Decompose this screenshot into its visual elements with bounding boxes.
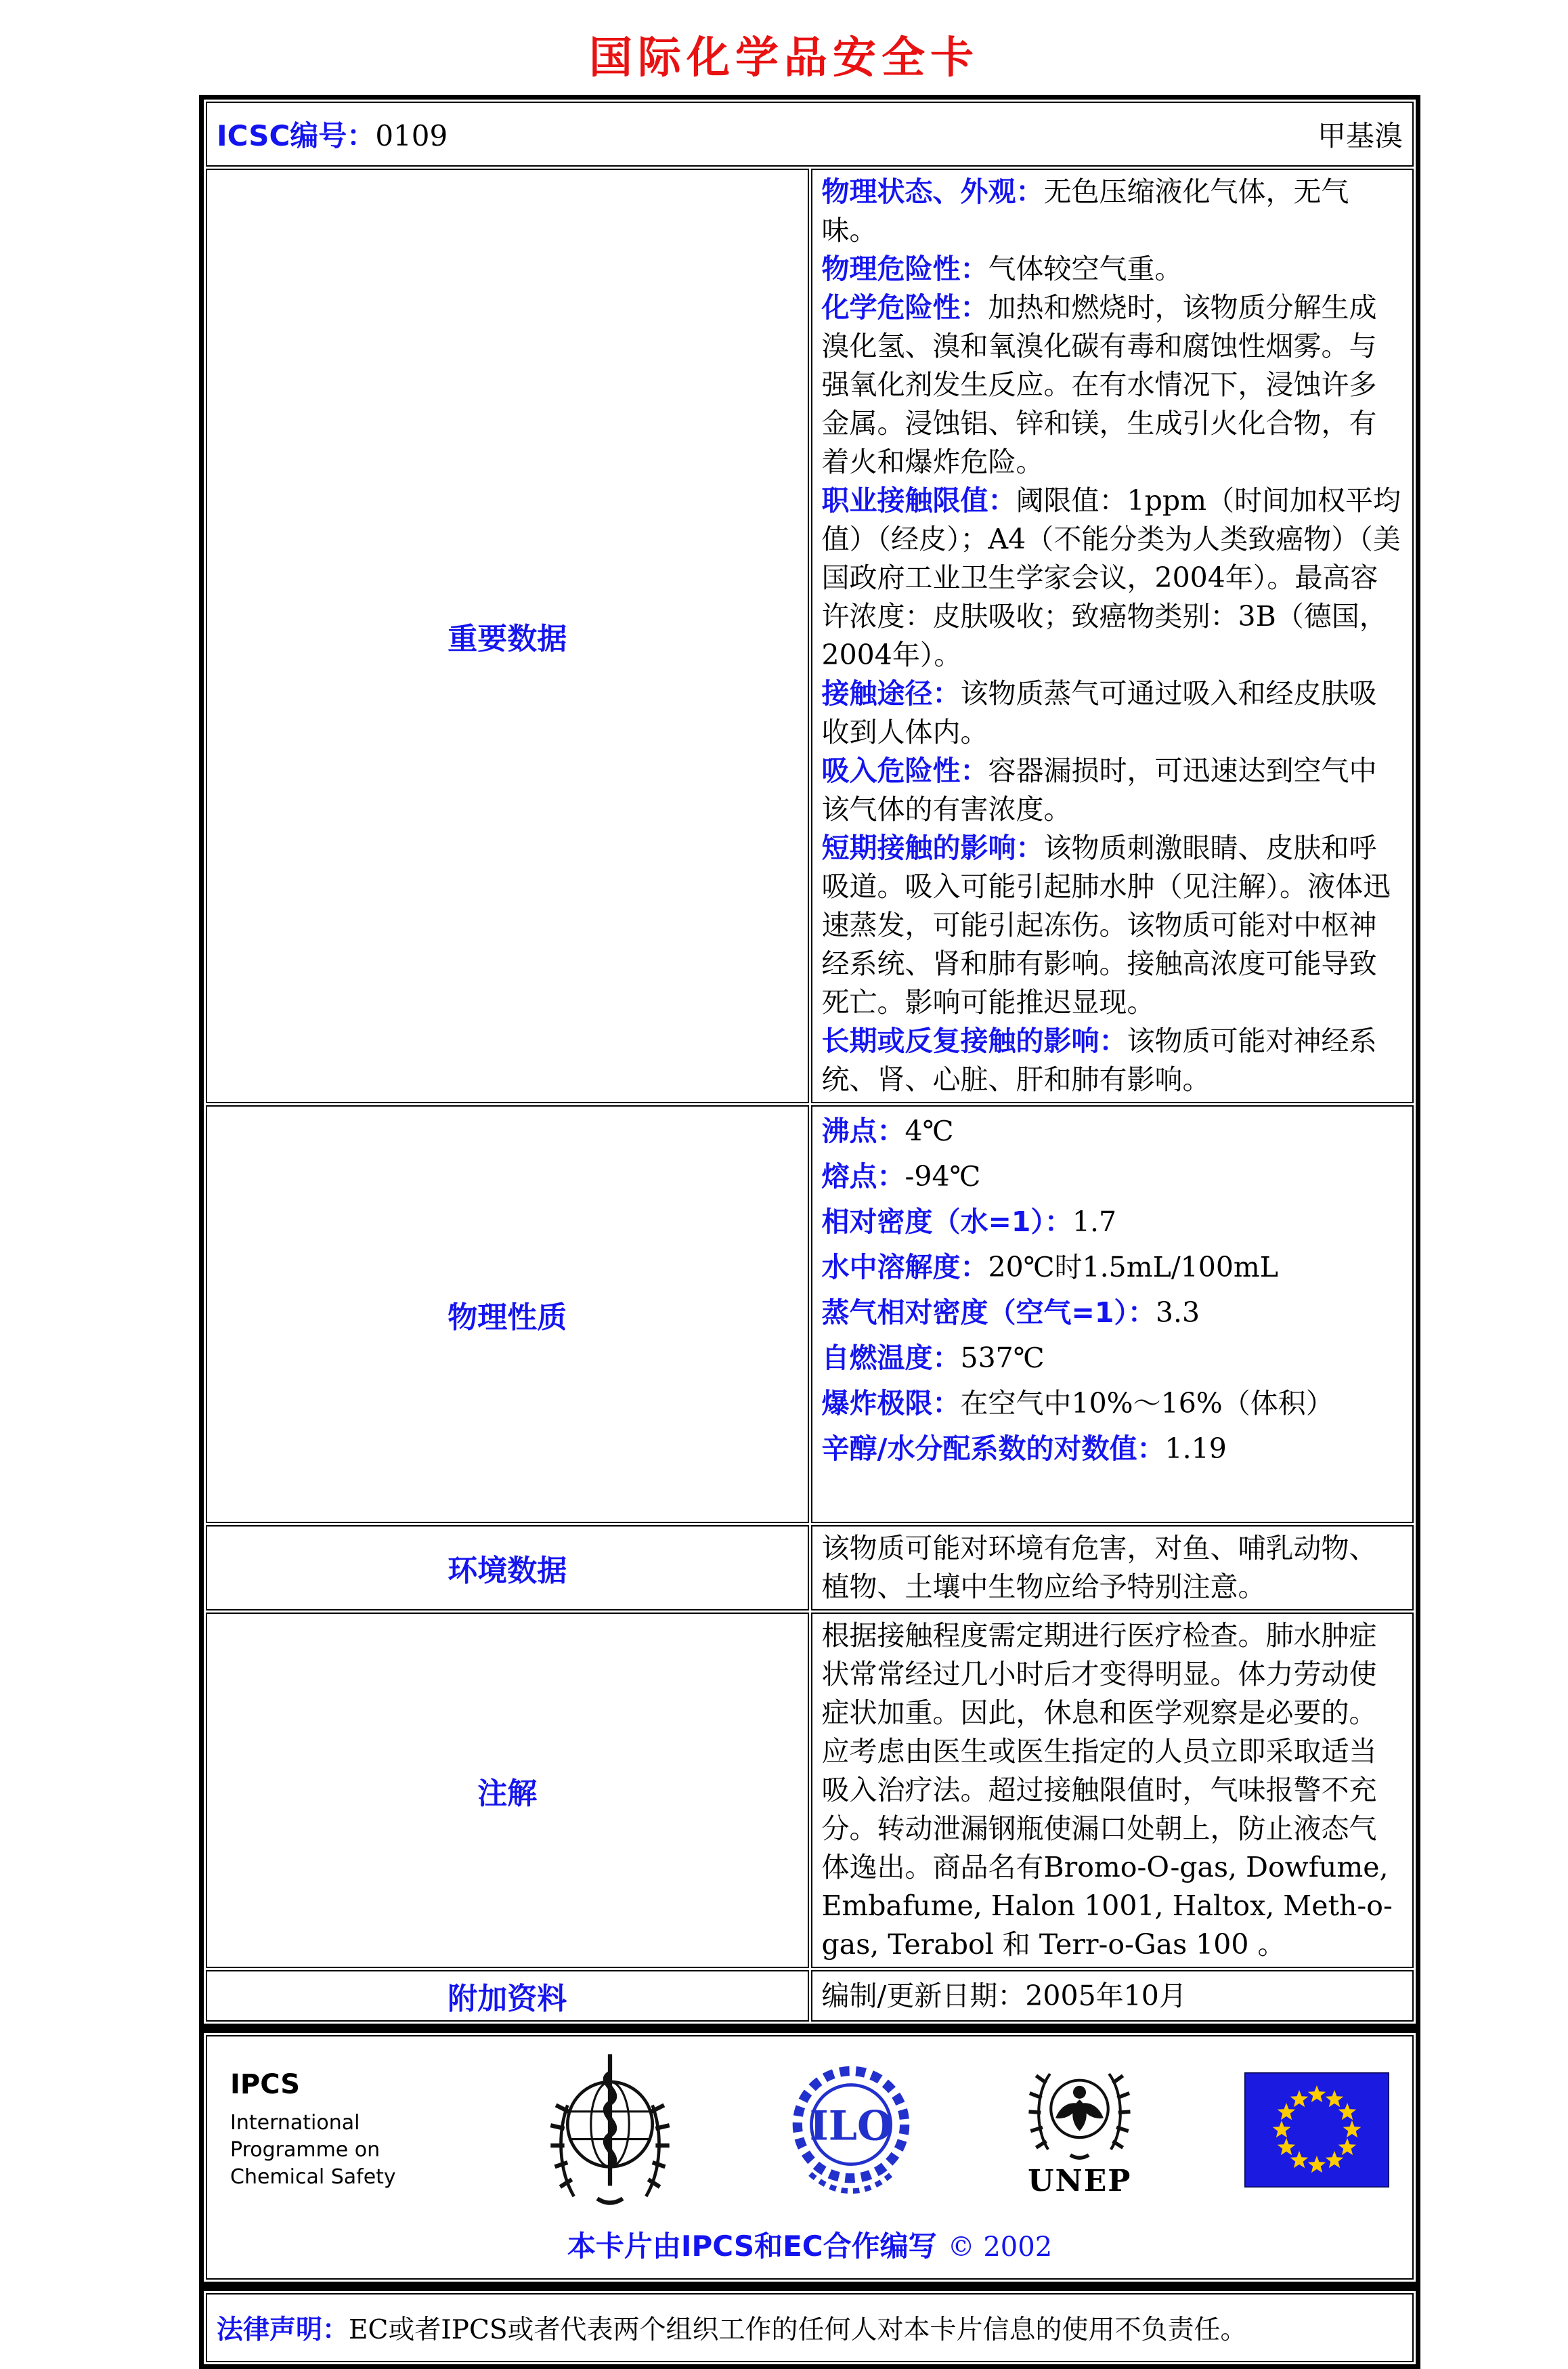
important-data-item: 化学危险性：加热和燃烧时，该物质分解生成溴化氢、溴和氧溴化碳有毒和腐蚀性烟雾。与强氧化剂发生反应。在有水情况下，浸蚀许多金属。浸蚀铝、锌和镁，生成引火化合物，有着火和爆炸危险。: [821, 291, 1377, 478]
section-label-environmental-data: 环境数据: [206, 1525, 809, 1610]
unep-icon: [1024, 2061, 1135, 2162]
who-logo: [542, 2050, 678, 2209]
physical-property-item: 沸点：4℃: [821, 1115, 954, 1147]
important-data-item: 物理危险性：气体较空气重。: [821, 253, 1183, 285]
physical-property-item: 相对密度（水=1）：1.7: [821, 1205, 1117, 1238]
section-content-notes: [811, 1613, 1414, 1968]
eu-flag-icon: [1244, 2072, 1389, 2187]
important-data-item: 短期接触的影响：该物质刺激眼睛、皮肤和呼吸道。吸入可能引起肺水肿（见注解）。液体迅速蒸发，可能引起冻伤。该物质可能对中枢神经系统、肾和肺有影响。接触高浓度可能导致死亡。影响可能推迟显现。: [821, 832, 1391, 1019]
physical-property-item: 辛醇/水分配系数的对数值：1.19: [821, 1432, 1227, 1465]
unep-logo: [1024, 2061, 1135, 2198]
section-content-additional-information: [811, 1970, 1414, 2022]
ipcs-acronym: IPCS: [230, 2068, 301, 2100]
physical-property-item: 蒸气相对密度（空气=1）：3.3: [821, 1296, 1200, 1329]
who-icon: [542, 2050, 678, 2209]
legal-notice-label: 法律声明：: [217, 2315, 349, 2345]
physical-property-item: 熔点：-94℃: [821, 1160, 981, 1193]
section-content-environmental-data: [811, 1525, 1414, 1610]
physical-property-item: 爆炸极限：在空气中10%～16%（体积）: [821, 1387, 1334, 1420]
ilo-logo: [787, 2062, 915, 2198]
legal-notice-box: [199, 2286, 1420, 2369]
ipcs-line: Chemical Safety: [230, 2164, 396, 2189]
section-content-physical-properties: [811, 1105, 1414, 1523]
legal-notice-text: EC或者IPCS或者代表两个组织工作的任何人对本卡片信息的使用不负责任。: [349, 2315, 1247, 2345]
footer-logos-cell: [206, 2035, 1414, 2280]
ipcs-text-block: [230, 2069, 433, 2191]
eu-flag: [1244, 2072, 1389, 2187]
important-data-item: 吸入危险性：容器漏损时，可迅速达到空气中该气体的有害浓度。: [821, 754, 1377, 826]
legal-notice-cell: [206, 2293, 1414, 2362]
environmental-data-text: 该物质可能对环境有危害，对鱼、哺乳动物、植物、土壤中生物应给予特别注意。: [821, 1532, 1377, 1603]
important-data-item: 物理状态、外观：无色压缩液化气体，无气味。: [821, 175, 1349, 247]
page-title: 国际化学品安全卡: [589, 33, 979, 83]
important-data-item: 长期或反复接触的影响：该物质可能对神经系统、肾、心脏、肝和肺有影响。: [821, 1025, 1377, 1096]
physical-property-item: 自燃温度：537℃: [821, 1342, 1045, 1374]
important-data-item: 接触途径：该物质蒸气可通过吸入和经皮肤吸收到人体内。: [821, 677, 1377, 748]
icsc-number-label: ICSC编号：: [217, 119, 376, 152]
footer-logos-box: [199, 2028, 1420, 2286]
attribution-caption-text: 本卡片由IPCS和EC合作编写: [567, 2229, 937, 2263]
unep-wordmark: UNEP: [1028, 2164, 1132, 2198]
attribution-copyright: © 2002: [947, 2232, 1053, 2263]
section-label-additional-information: 附加资料: [206, 1970, 809, 2022]
section-label-physical-properties: 物理性质: [206, 1105, 809, 1523]
section-label-notes: 注解: [206, 1613, 809, 1968]
section-label-important-data: 重要数据: [206, 169, 809, 1103]
ipcs-line: Programme on: [230, 2137, 380, 2162]
icsc-number-value: 0109: [375, 119, 448, 152]
section-content-important-data: [811, 169, 1414, 1103]
icsc-card-table: [199, 95, 1420, 2028]
chemical-name: 甲基溴: [1317, 119, 1403, 152]
important-data-item: 职业接触限值：阈限值：1ppm（时间加权平均值）（经皮）；A4（不能分类为人类致癌物）（美国政府工业卫生学家会议，2004年）。最高容许浓度：皮肤吸收；致癌物类别：3B（德国，2004年）。: [821, 484, 1401, 671]
notes-text: 根据接触程度需定期进行医疗检查。肺水肿症状常常经过几小时后才变得明显。体力劳动使症状加重。因此，休息和医学观察是必要的。应考虑由医生或医生指定的人员立即采取适当吸入治疗法。超过接触限值时，气味报警不充分。转动泄漏钢瓶使漏口处朝上，防止液态气体逸出。商品名有Bromo-O-gas, Dowfume, Embafume, Halon 1001, Haltox, Meth-o-gas, Terabol 和 Terr-o-Gas 100 。: [821, 1619, 1393, 1961]
card-header-row: [206, 102, 1414, 167]
ilo-icon: [787, 2062, 915, 2198]
svg-text:ILO: ILO: [809, 2101, 892, 2150]
physical-property-item: 水中溶解度：20℃时1.5mL/100mL: [821, 1251, 1279, 1283]
ipcs-line: International: [230, 2110, 360, 2135]
icsc-number: [217, 114, 448, 154]
attribution-caption: [223, 2224, 1396, 2265]
additional-information-text: 编制/更新日期：2005年10月: [821, 1979, 1187, 2012]
